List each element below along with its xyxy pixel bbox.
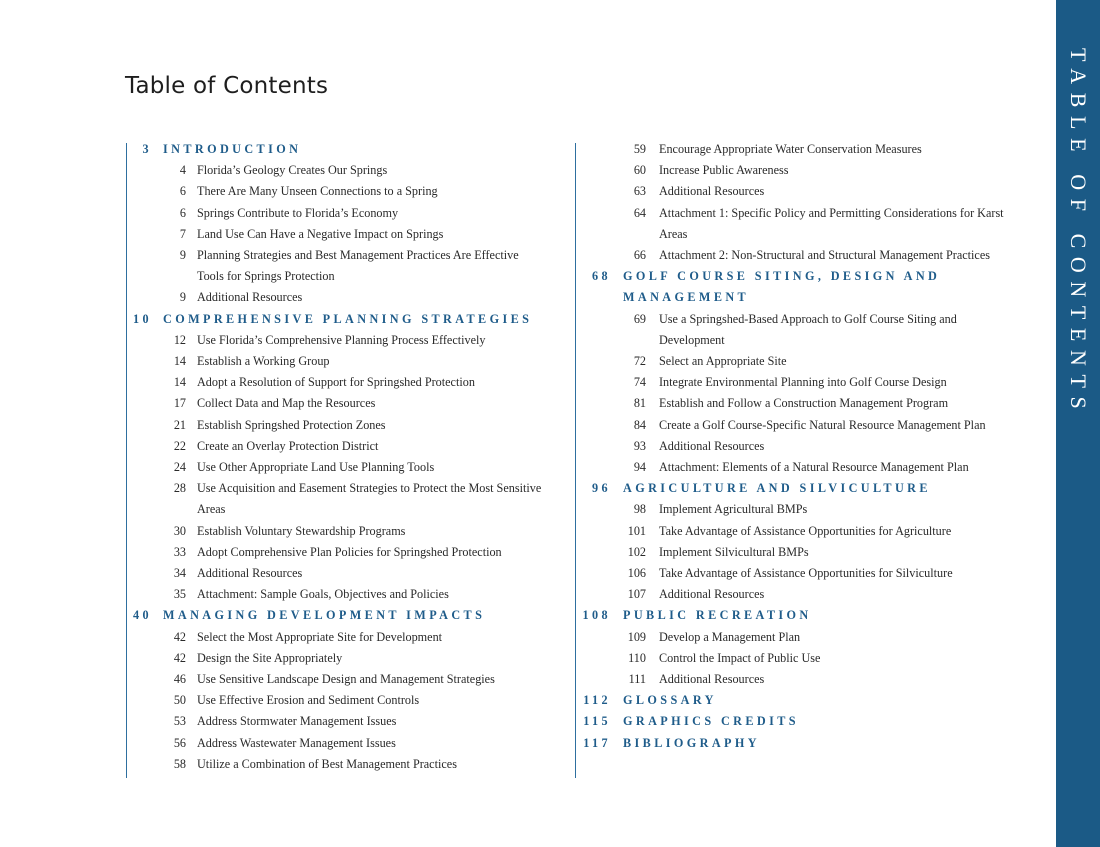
toc-entry-title: Design the Site Appropriately [197,650,343,665]
toc-entry-title: Planning Strategies and Best Management Practices Are Effective [197,248,519,263]
toc-entry-row [578,563,1018,584]
toc-entry-title: Areas [197,502,226,517]
toc-entry-row [128,160,568,181]
toc-entry-title: Attachment: Elements of a Natural Resource Management Plan [659,460,969,475]
toc-entry-row [578,415,1018,436]
toc-entry-title: Additional Resources [659,438,765,453]
toc-entry-title: Establish Voluntary Stewardship Programs [197,523,406,538]
toc-entry-title: Areas [659,226,688,241]
toc-entry-title: Tools for Springs Protection [197,269,335,284]
toc-left-column [128,139,568,775]
toc-entry-page-number: 21 [173,417,186,432]
toc-entry-title: Use Effective Erosion and Sediment Controls [197,693,420,708]
toc-entry-title: Use Other Appropriate Land Use Planning Tools [197,460,435,475]
toc-section-page-number: 10 [133,311,152,326]
toc-entry-title: Encourage Appropriate Water Conservation Measures [659,142,922,156]
toc-entry-title: Select an Appropriate Site [659,354,787,369]
toc-entry-title: Establish and Follow a Construction Management Program [659,396,949,411]
toc-entry-page-number: 4 [179,163,186,178]
toc-entry-row [128,266,568,287]
toc-entry-title: Springs Contribute to Florida’s Economy [197,205,399,220]
toc-entry-page-number: 24 [173,460,186,475]
toc-entry-page-number: 101 [627,523,646,538]
toc-entry-page-number: 33 [173,544,186,559]
toc-entry-row [578,245,1018,266]
toc-section-title: AGRICULTURE AND SILVICULTURE [623,481,931,496]
toc-entry-page-number: 30 [173,523,186,538]
toc-entry-title: Florida’s Geology Creates Our Springs [197,163,388,178]
toc-entry-page-number: 59 [633,142,646,156]
toc-entry-row [578,669,1018,690]
toc-section-title: GRAPHICS CREDITS [623,714,799,729]
toc-section-page-number: 115 [583,714,611,729]
toc-entry-title: Attachment: Sample Goals, Objectives and Policies [197,587,449,602]
toc-section-page-number: 96 [592,481,611,496]
toc-entry-title: Attachment 2: Non-Structural and Structural Management Practices [659,248,990,263]
toc-entry-row [128,393,568,414]
toc-entry-row [578,351,1018,372]
right-column-rule [575,143,576,778]
toc-entry-title: Create a Golf Course-Specific Natural Resource Management Plan [659,417,986,432]
toc-entry-row [578,224,1018,245]
toc-entry-row [578,393,1018,414]
toc-entry-title: Adopt Comprehensive Plan Policies for Springshed Protection [197,544,502,559]
toc-entry-row [578,330,1018,351]
toc-section-title: GLOSSARY [623,693,717,708]
toc-entry-page-number: 12 [173,332,186,347]
toc-entry-row [578,309,1018,330]
toc-entry-row [578,542,1018,563]
toc-section-title: INTRODUCTION [163,142,302,156]
toc-entry-row [128,584,568,605]
toc-section-row [128,605,568,626]
toc-entry-row [128,733,568,754]
toc-section-row [128,139,568,160]
toc-entry-row [128,499,568,520]
toc-entry-page-number: 46 [173,672,186,687]
toc-entry-page-number: 22 [173,438,186,453]
toc-entry-title: Take Advantage of Assistance Opportunities for Agriculture [659,523,952,538]
toc-entry-page-number: 9 [179,290,186,305]
toc-entry-row [578,584,1018,605]
toc-section-title: MANAGING DEVELOPMENT IMPACTS [163,608,486,623]
toc-entry-row [578,521,1018,542]
side-tab-label: TABLE OF CONTENTS [1066,48,1091,418]
toc-entry-row [128,372,568,393]
toc-entry-page-number: 81 [633,396,646,411]
toc-entry-row [578,160,1018,181]
toc-entry-title: Additional Resources [659,587,765,602]
toc-section-row [578,478,1018,499]
toc-entry-page-number: 7 [179,226,186,241]
toc-entry-title: Additional Resources [197,566,303,581]
toc-entry-row [578,457,1018,478]
toc-entry-row [578,372,1018,393]
toc-entry-title: Take Advantage of Assistance Opportunities for Silviculture [659,566,953,581]
toc-entry-title: There Are Many Unseen Connections to a Spring [197,184,438,199]
toc-entry-row [128,181,568,202]
toc-entry-row [578,181,1018,202]
toc-entry-row [128,627,568,648]
toc-entry-title: Integrate Environmental Planning into Golf Course Design [659,375,947,390]
toc-entry-title: Select the Most Appropriate Site for Development [197,629,443,644]
toc-entry-page-number: 17 [173,396,186,411]
toc-entry-row [128,690,568,711]
toc-entry-row [578,627,1018,648]
toc-entry-row [128,457,568,478]
toc-entry-page-number: 106 [627,566,646,581]
toc-entry-page-number: 107 [627,587,646,602]
toc-entry-row [128,436,568,457]
toc-entry-title: Implement Silvicultural BMPs [659,544,809,559]
toc-entry-row [128,203,568,224]
toc-entry-page-number: 84 [633,417,646,432]
toc-entry-page-number: 94 [633,460,646,475]
toc-entry-page-number: 110 [628,650,646,665]
toc-entry-page-number: 53 [173,714,186,729]
toc-entry-page-number: 35 [173,587,186,602]
toc-section-row [578,287,1018,308]
toc-entry-page-number: 58 [173,756,186,771]
toc-entry-row [128,351,568,372]
toc-entry-row [128,415,568,436]
toc-entry-page-number: 9 [179,248,186,263]
toc-entry-title: Establish Springshed Protection Zones [197,417,386,432]
toc-entry-title: Adopt a Resolution of Support for Springshed Protection [197,375,475,390]
toc-entry-row [578,203,1018,224]
toc-entry-page-number: 6 [179,184,186,199]
toc-entry-title: Use Florida’s Comprehensive Planning Process Effectively [197,332,486,347]
toc-entry-page-number: 66 [633,248,646,263]
toc-entry-title: Collect Data and Map the Resources [197,396,376,411]
toc-entry-row [578,436,1018,457]
toc-section-page-number: 117 [583,735,611,750]
toc-section-page-number: 40 [133,608,152,623]
toc-entry-page-number: 56 [173,735,186,750]
toc-entry-row [128,754,568,775]
toc-entry-title: Increase Public Awareness [659,163,789,178]
toc-entry-row [578,648,1018,669]
toc-entry-row [128,287,568,308]
toc-section-row [578,711,1018,732]
toc-entry-page-number: 109 [627,629,646,644]
toc-section-title: COMPREHENSIVE PLANNING STRATEGIES [163,311,533,326]
toc-section-page-number: 108 [582,608,611,623]
toc-entry-row [128,542,568,563]
toc-entry-page-number: 50 [173,693,186,708]
toc-entry-title: Create an Overlay Protection District [197,438,379,453]
toc-entry-title: Use a Springshed-Based Approach to Golf Course Siting and [659,311,957,326]
toc-section-row [578,690,1018,711]
toc-section-title: BIBLIOGRAPHY [623,735,760,750]
left-column-rule [126,143,127,778]
toc-section-title: MANAGEMENT [623,290,750,305]
toc-entry-page-number: 74 [633,375,646,390]
toc-entry-row [128,245,568,266]
toc-entry-title: Address Wastewater Management Issues [197,735,396,750]
toc-entry-row [128,563,568,584]
toc-entry-page-number: 34 [173,566,186,581]
toc-entry-row [128,224,568,245]
toc-entry-row [578,139,1018,160]
toc-entry-title: Implement Agricultural BMPs [659,502,808,517]
toc-right-column [578,139,1018,754]
toc-section-title: GOLF COURSE SITING, DESIGN AND [623,269,941,284]
toc-entry-page-number: 28 [173,481,186,496]
toc-entry-page-number: 42 [173,629,186,644]
toc-entry-page-number: 111 [628,672,646,687]
toc-entry-row [578,499,1018,520]
toc-entry-row [128,521,568,542]
toc-entry-page-number: 14 [173,375,186,390]
toc-section-title: PUBLIC RECREATION [623,608,812,623]
page-title: Table of Contents [125,73,329,99]
toc-entry-page-number: 93 [633,438,646,453]
toc-entry-title: Establish a Working Group [197,354,330,369]
toc-entry-title: Utilize a Combination of Best Management Practices [197,756,457,771]
toc-entry-page-number: 6 [179,205,186,220]
toc-section-page-number: 112 [583,693,611,708]
toc-section-row [578,733,1018,754]
toc-entry-page-number: 102 [627,544,646,559]
toc-entry-page-number: 64 [633,205,646,220]
toc-entry-title: Additional Resources [659,672,765,687]
toc-entry-page-number: 14 [173,354,186,369]
toc-entry-title: Attachment 1: Specific Policy and Permitting Considerations for Karst [659,205,1004,220]
toc-section-page-number: 3 [142,142,152,156]
toc-entry-row [128,669,568,690]
toc-section-row [578,605,1018,626]
toc-entry-page-number: 98 [633,502,646,517]
toc-entry-row [128,711,568,732]
toc-section-row [128,309,568,330]
toc-section-page-number: 68 [592,269,611,284]
toc-entry-title: Additional Resources [659,184,765,199]
toc-entry-page-number: 42 [173,650,186,665]
toc-entry-title: Address Stormwater Management Issues [197,714,397,729]
toc-entry-row [128,648,568,669]
toc-entry-title: Develop a Management Plan [659,629,801,644]
toc-entry-page-number: 69 [633,311,646,326]
toc-entry-title: Development [659,332,725,347]
toc-entry-page-number: 60 [633,163,646,178]
toc-entry-title: Use Sensitive Landscape Design and Management Strategies [197,672,495,687]
toc-entry-title: Control the Impact of Public Use [659,650,821,665]
toc-entry-page-number: 63 [633,184,646,199]
toc-entry-row [128,478,568,499]
toc-entry-row [128,330,568,351]
toc-entry-title: Additional Resources [197,290,303,305]
toc-entry-page-number: 72 [633,354,646,369]
toc-section-row [578,266,1018,287]
toc-entry-title: Use Acquisition and Easement Strategies to Protect the Most Sensitive [197,481,542,496]
toc-entry-title: Land Use Can Have a Negative Impact on Springs [197,226,444,241]
